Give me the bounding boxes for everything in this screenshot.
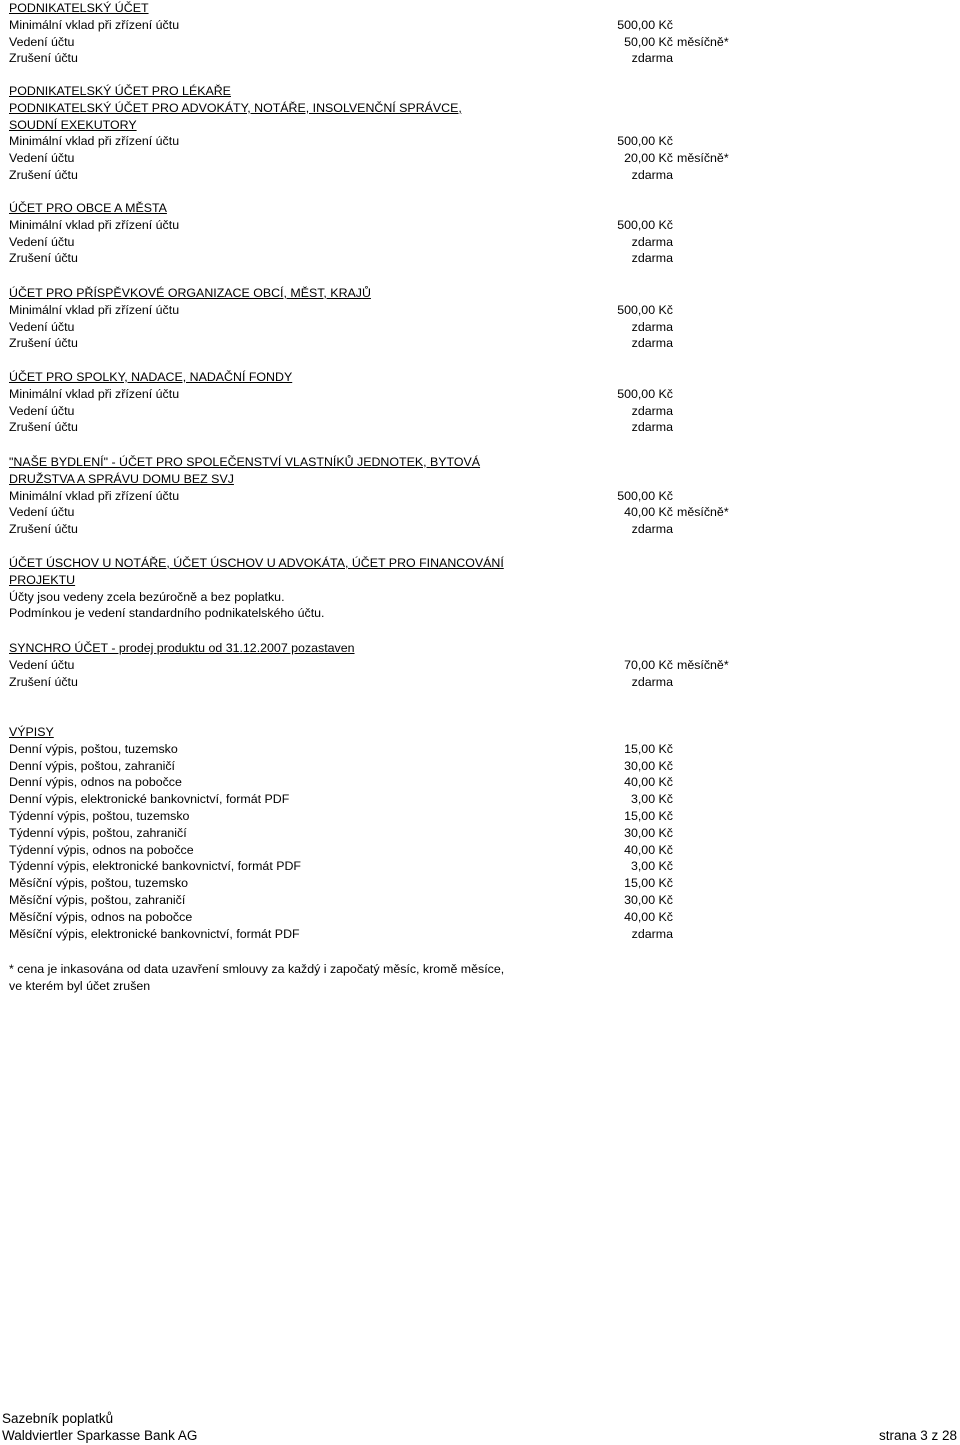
fee-value: 500,00 Kč — [617, 134, 673, 149]
escrow-section — [9, 555, 909, 622]
fee-value: 40,00 Kč — [624, 775, 673, 790]
fee-label: Vedení účtu — [9, 319, 75, 334]
fee-row — [9, 791, 909, 808]
fee-row — [9, 403, 909, 420]
section-title: SOUDNÍ EXEKUTORY — [9, 117, 137, 132]
section-title: "NAŠE BYDLENÍ" - ÚČET PRO SPOLEČENSTVÍ VLASTNÍKŮ JEDNOTEK, BYTOVÁ — [9, 455, 481, 469]
fee-value: 500,00 Kč — [617, 17, 673, 32]
fee-row — [9, 488, 909, 505]
fee-suffix: měsíčně* — [677, 505, 729, 520]
fee-value: 40,00 Kč — [624, 505, 673, 520]
section-title: SYNCHRO ÚČET - prodej produktu od 31.12.2007 pozastaven — [9, 641, 355, 655]
fee-value: zdarma — [631, 403, 673, 418]
account-section — [9, 0, 909, 67]
fee-row — [9, 926, 909, 943]
fee-row — [9, 758, 909, 775]
fee-label: Vedení účtu — [9, 151, 75, 166]
fee-value: 15,00 Kč — [624, 741, 673, 756]
fee-value: 30,00 Kč — [624, 825, 673, 840]
fee-value: zdarma — [631, 336, 673, 351]
fee-row — [9, 150, 909, 167]
fee-row — [9, 319, 909, 336]
account-section — [9, 200, 909, 267]
fee-value: 3,00 Kč — [630, 792, 673, 807]
fee-row — [9, 825, 909, 842]
note-text: Podmínkou je vedení standardního podnikatelského účtu. — [9, 606, 325, 621]
note-text: Účty jsou vedeny zcela bezúročně a bez poplatku. — [9, 589, 285, 604]
bank-name: Waldviertler Sparkasse Bank AG — [2, 1427, 198, 1443]
fee-value: 30,00 Kč — [624, 758, 673, 773]
fee-value: zdarma — [631, 926, 673, 941]
section-title: PODNIKATELSKÝ ÚČET PRO LÉKAŘE — [9, 84, 231, 98]
fee-label: Zrušení účtu — [9, 167, 78, 182]
fee-label: Vedení účtu — [9, 34, 75, 49]
fee-value: zdarma — [631, 51, 673, 66]
fee-row — [9, 892, 909, 909]
section-title: ÚČET PRO PŘÍSPĚVKOVÉ ORGANIZACE OBCÍ, MĚST, KRAJŮ — [9, 286, 371, 300]
fee-value: 20,00 Kč — [624, 151, 673, 166]
fee-label: Vedení účtu — [9, 505, 75, 520]
fee-value: 15,00 Kč — [624, 876, 673, 891]
section-title: PODNIKATELSKÝ ÚČET — [9, 1, 149, 15]
fee-row — [9, 808, 909, 825]
account-section — [9, 83, 909, 184]
section-title: ÚČET ÚSCHOV U NOTÁŘE, ÚČET ÚSCHOV U ADVOKÁTA, ÚČET PRO FINANCOVÁNÍ — [9, 556, 504, 570]
account-section — [9, 369, 909, 436]
fee-label: Týdenní výpis, poštou, zahraničí — [9, 825, 187, 840]
fee-row — [9, 50, 909, 67]
fee-value: 500,00 Kč — [617, 488, 673, 503]
fee-label: Vedení účtu — [9, 657, 75, 672]
page-number: strana 3 z 28 — [878, 1427, 957, 1443]
document-title: Sazebník poplatků — [2, 1411, 114, 1426]
footnote — [9, 961, 909, 995]
fee-label: Zrušení účtu — [9, 51, 78, 66]
fee-value: 3,00 Kč — [630, 859, 673, 874]
account-section — [9, 285, 909, 352]
fee-label: Zrušení účtu — [9, 674, 78, 689]
fee-value: 500,00 Kč — [617, 302, 673, 317]
fee-row — [9, 875, 909, 892]
fee-label: Týdenní výpis, elektronické bankovnictví, formát PDF — [9, 859, 301, 874]
fee-label: Minimální vklad při zřízení účtu — [9, 386, 180, 401]
fee-label: Měsíční výpis, odnos na pobočce — [9, 909, 193, 924]
synchro-section — [9, 640, 909, 690]
fee-suffix: měsíčně* — [677, 151, 729, 166]
fee-value: 15,00 Kč — [624, 808, 673, 823]
fee-value: zdarma — [631, 522, 673, 537]
fee-row — [9, 504, 909, 521]
fee-label: Zrušení účtu — [9, 251, 78, 266]
fee-row — [9, 133, 909, 150]
fee-suffix: měsíčně* — [677, 657, 729, 672]
fee-label: Minimální vklad při zřízení účtu — [9, 488, 180, 503]
fee-value: 50,00 Kč — [624, 34, 673, 49]
fee-value: zdarma — [631, 167, 673, 182]
fee-value: zdarma — [631, 251, 673, 266]
fee-row — [9, 674, 909, 691]
fee-row — [9, 657, 909, 674]
fee-label: Denní výpis, elektronické bankovnictví, formát PDF — [9, 792, 290, 807]
fee-row — [9, 217, 909, 234]
fee-label: Zrušení účtu — [9, 420, 78, 435]
fee-row — [9, 909, 909, 926]
fee-label: Denní výpis, poštou, tuzemsko — [9, 741, 178, 756]
page-footer — [2, 1411, 957, 1445]
fee-value: 500,00 Kč — [617, 386, 673, 401]
footnote-line: ve kterém byl účet zrušen — [9, 978, 151, 993]
fee-value: 70,00 Kč — [624, 657, 673, 672]
fee-row — [9, 842, 909, 859]
fee-label: Týdenní výpis, poštou, tuzemsko — [9, 808, 190, 823]
fee-label: Minimální vklad při zřízení účtu — [9, 17, 180, 32]
fee-row — [9, 302, 909, 319]
fee-suffix: měsíčně* — [677, 34, 729, 49]
statements-section — [9, 724, 909, 942]
fee-value: 40,00 Kč — [624, 909, 673, 924]
fee-label: Minimální vklad při zřízení účtu — [9, 217, 180, 232]
account-section — [9, 454, 909, 538]
fee-value: zdarma — [631, 420, 673, 435]
fee-row — [9, 234, 909, 251]
section-title: PODNIKATELSKÝ ÚČET PRO ADVOKÁTY, NOTÁŘE, INSOLVENČNÍ SPRÁVCE, — [9, 100, 462, 115]
fee-label: Denní výpis, poštou, zahraničí — [9, 758, 175, 773]
fee-label: Zrušení účtu — [9, 522, 78, 537]
fee-row — [9, 34, 909, 51]
fee-row — [9, 17, 909, 34]
fee-value: zdarma — [631, 319, 673, 334]
fee-row — [9, 774, 909, 791]
fee-label: Měsíční výpis, elektronické bankovnictví, formát PDF — [9, 926, 300, 941]
fee-value: 40,00 Kč — [624, 842, 673, 857]
section-title: ÚČET PRO OBCE A MĚSTA — [9, 201, 167, 215]
fee-row — [9, 335, 909, 352]
fee-value: zdarma — [631, 674, 673, 689]
fee-value: zdarma — [631, 234, 673, 249]
section-title: ÚČET PRO SPOLKY, NADACE, NADAČNÍ FONDY — [9, 370, 293, 384]
fee-label: Zrušení účtu — [9, 336, 78, 351]
fee-label: Minimální vklad při zřízení účtu — [9, 134, 180, 149]
fee-row — [9, 858, 909, 875]
fee-row — [9, 741, 909, 758]
fee-row — [9, 386, 909, 403]
fee-row — [9, 419, 909, 436]
fee-label: Měsíční výpis, poštou, zahraničí — [9, 892, 186, 907]
section-title: DRUŽSTVA A SPRÁVU DOMU BEZ SVJ — [9, 471, 234, 486]
fee-value: 30,00 Kč — [624, 892, 673, 907]
fee-row — [9, 167, 909, 184]
fee-row — [9, 521, 909, 538]
fee-label: Denní výpis, odnos na pobočce — [9, 775, 182, 790]
fee-value: 500,00 Kč — [617, 217, 673, 232]
fee-label: Vedení účtu — [9, 403, 75, 418]
footnote-line: * cena je inkasována od data uzavření smlouvy za každý i započatý měsíc, kromě měsíce, — [9, 962, 505, 976]
fee-label: Měsíční výpis, poštou, tuzemsko — [9, 876, 189, 891]
section-title: VÝPISY — [9, 725, 54, 739]
fee-label: Týdenní výpis, odnos na pobočce — [9, 842, 194, 857]
fee-row — [9, 250, 909, 267]
fee-label: Minimální vklad při zřízení účtu — [9, 302, 180, 317]
fee-label: Vedení účtu — [9, 234, 75, 249]
section-title: PROJEKTU — [9, 572, 76, 587]
